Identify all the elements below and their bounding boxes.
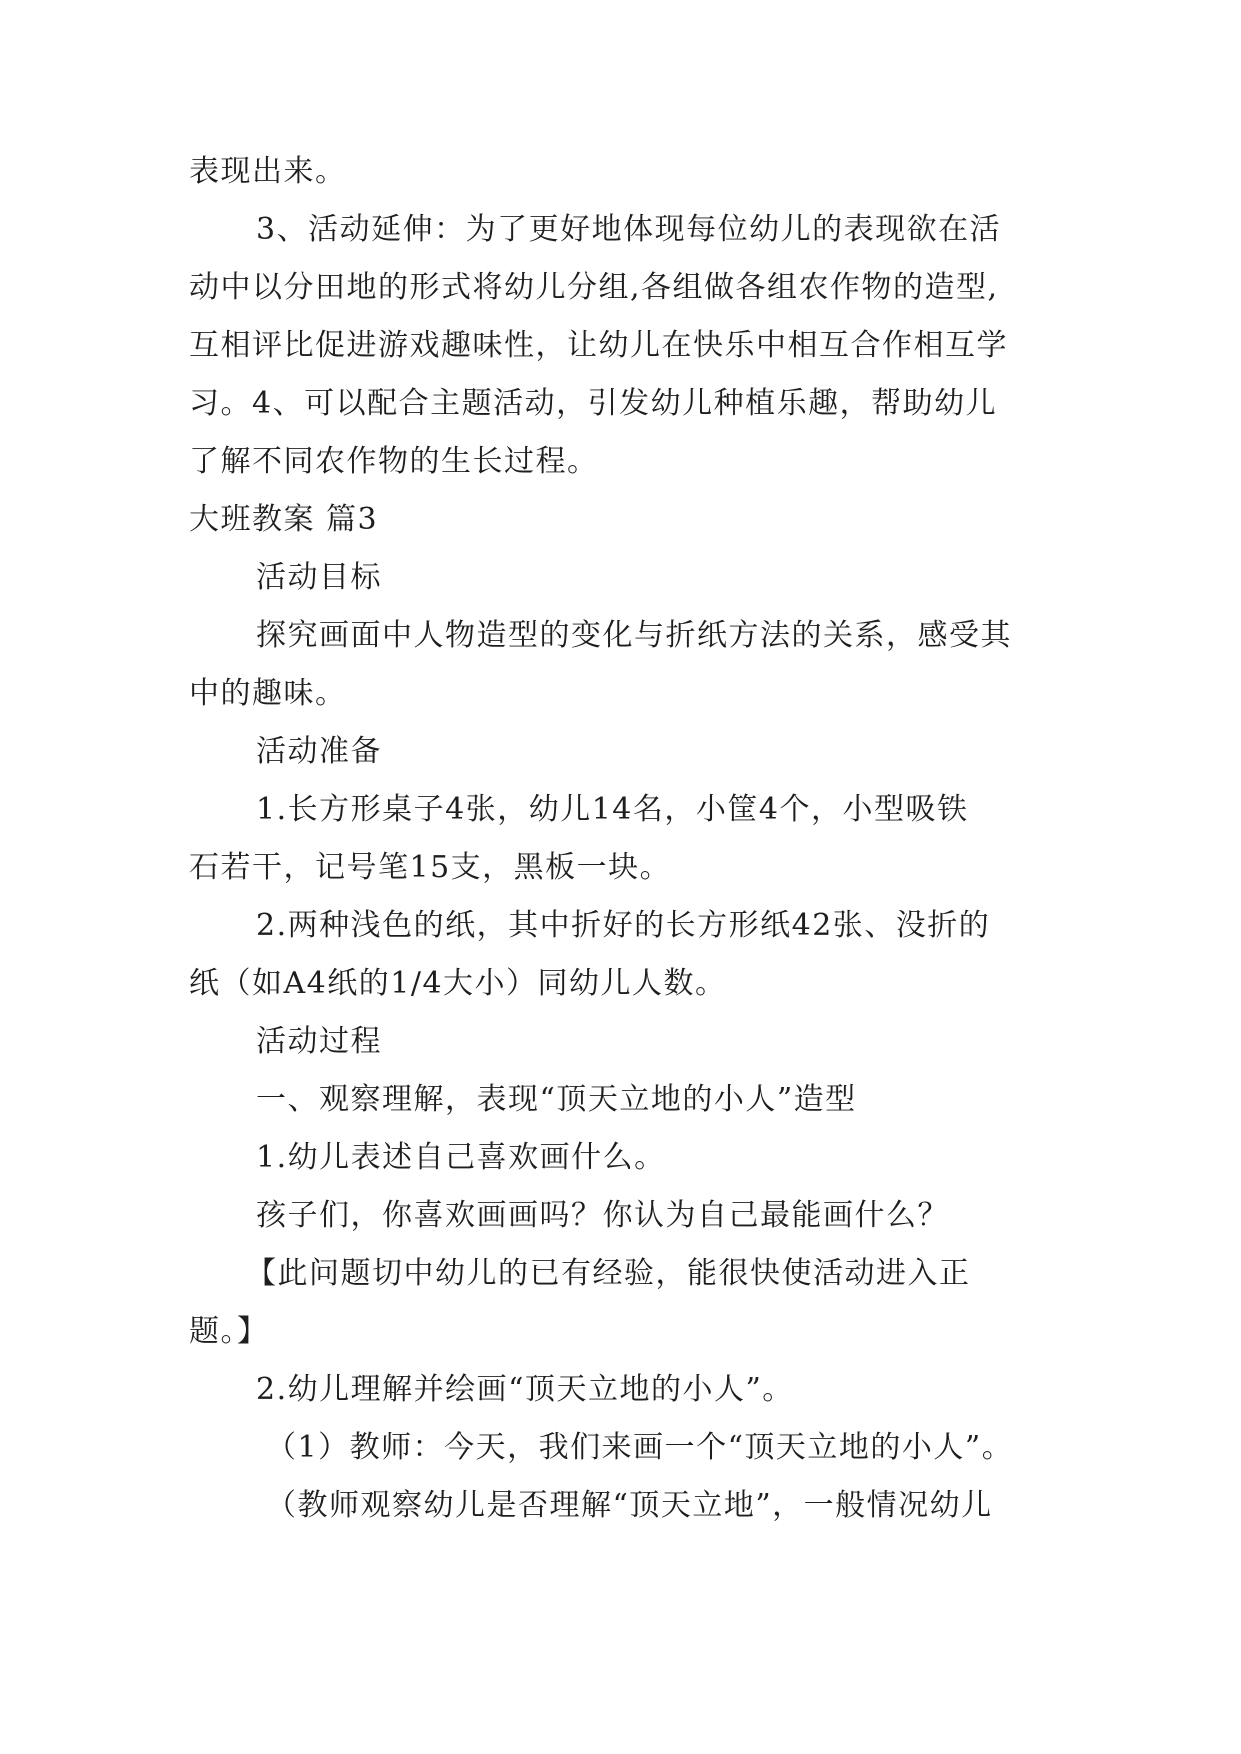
text-line-15: 纸（如A4纸的1/4大小）同幼儿人数。 bbox=[189, 966, 727, 1001]
text-line-10: 中的趣味。 bbox=[189, 676, 347, 711]
text-line-19: 孩子们，你喜欢画画吗？你认为自己最能画什么？ bbox=[256, 1198, 949, 1233]
text-line-2: 3、活动延伸：为了更好地体现每位幼儿的表现欲在活 bbox=[256, 212, 1002, 247]
text-line-18: 1.幼儿表述自己喜欢画什么。 bbox=[256, 1140, 666, 1175]
text-line-1: 表现出来。 bbox=[189, 154, 347, 189]
text-line-21: 题。】 bbox=[189, 1314, 269, 1349]
text-line-4: 互相评比促进游戏趣味性，让幼儿在快乐中相互合作相互学 bbox=[189, 328, 1008, 363]
text-line-23: （1）教师：今天，我们来画一个“顶天立地的小人”。 bbox=[266, 1430, 1014, 1465]
text-line-13: 石若干，记号笔15支，黑板一块。 bbox=[189, 850, 672, 885]
text-line-24: （教师观察幼儿是否理解“顶天立地”，一般情况幼儿 bbox=[266, 1488, 993, 1523]
text-line-14: 2.两种浅色的纸，其中折好的长方形纸42张、没折的 bbox=[256, 908, 991, 943]
section-heading: 大班教案 篇3 bbox=[189, 502, 379, 537]
text-line-5: 习。4、可以配合主题活动，引发幼儿种植乐趣，帮助幼儿 bbox=[189, 386, 998, 421]
text-line-17: 一、观察理解，表现“顶天立地的小人”造型 bbox=[256, 1082, 857, 1117]
text-line-9: 探究画面中人物造型的变化与折纸方法的关系，感受其 bbox=[256, 618, 1012, 653]
text-line-6: 了解不同农作物的生长过程。 bbox=[189, 444, 599, 479]
text-line-8: 活动目标 bbox=[256, 560, 382, 595]
text-line-16: 活动过程 bbox=[256, 1024, 382, 1059]
text-line-12: 1.长方形桌子4张，幼儿14名，小筐4个，小型吸铁 bbox=[256, 792, 969, 827]
text-line-3: 动中以分田地的形式将幼儿分组,各组做各组农作物的造型, bbox=[189, 270, 999, 305]
text-line-20: 【此问题切中幼儿的已有经验，能很快使活动进入正 bbox=[246, 1256, 971, 1291]
text-line-11: 活动准备 bbox=[256, 734, 382, 769]
text-line-22: 2.幼儿理解并绘画“顶天立地的小人”。 bbox=[256, 1372, 794, 1407]
